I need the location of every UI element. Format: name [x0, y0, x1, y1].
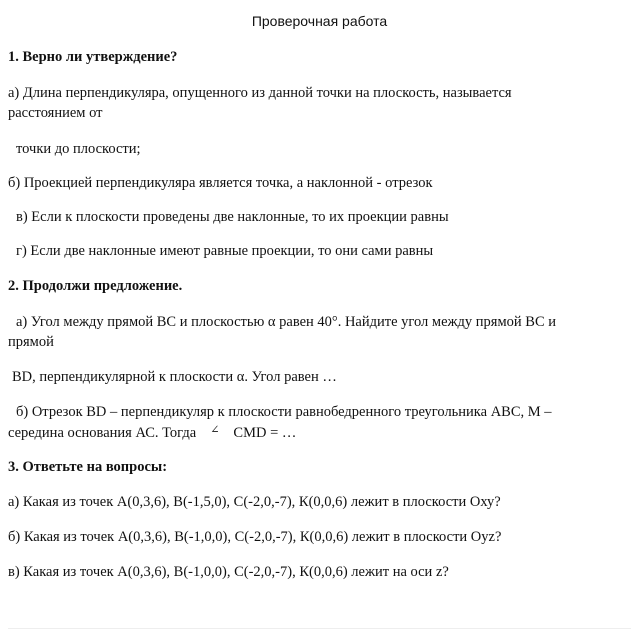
section-1-item-b: б) Проекцией перпендикуляра является точка, а наклонной - отрезок [8, 175, 433, 191]
section-1-item-a-line-2: расстоянием от [8, 105, 103, 121]
section-3-item-a: а) Какая из точек А(0,3,6), В(-1,5,0), С(-2,0,-7), К(0,0,6) лежит в плоскости Оху? [8, 494, 501, 510]
section-2-item-b-text: середина основания АС. Тогда [8, 425, 197, 441]
section-2-item-a-line-3: BD, перпендикулярной к плоскости α. Угол равен … [12, 369, 337, 385]
section-1-item-a-line-3: точки до плоскости; [16, 141, 141, 157]
section-2-item-a-line-2: прямой [8, 334, 54, 350]
page-title: Проверочная работа [251, 13, 388, 29]
section-3-heading: 3. Ответьте на вопросы: [8, 459, 168, 475]
section-1-item-g: г) Если две наклонные имеют равные проекции, то они сами равны [16, 243, 434, 259]
section-3-item-b: б) Какая из точек А(0,3,6), В(-1,0,0), С(-2,0,-7), К(0,0,6) лежит в плоскости Оуz? [8, 529, 502, 545]
section-1-heading: 1. Верно ли утверждение? [8, 49, 178, 65]
bottom-edge-divider [8, 628, 631, 629]
angle-symbol: ∠ [210, 424, 220, 436]
section-2-item-b-angle-expr: CMD = … [233, 425, 297, 441]
section-1-item-v: в) Если к плоскости проведены две наклонные, то их проекции равны [16, 209, 449, 225]
section-2-item-a-line-1: а) Угол между прямой ВС и плоскостью α равен 40°. Найдите угол между прямой ВС и [16, 314, 557, 330]
section-1-item-a-line-1: а) Длина перпендикуляра, опущенного из данной точки на плоскость, называется [8, 85, 512, 101]
section-2-item-b-line-1: б) Отрезок ВD – перпендикуляр к плоскости равнобедренного треугольника АВС, М – [16, 404, 552, 420]
section-2-heading: 2. Продолжи предложение. [8, 278, 183, 294]
section-3-item-v: в) Какая из точек А(0,3,6), В(-1,0,0), С(-2,0,-7), К(0,0,6) лежит на оси z? [8, 564, 449, 580]
section-2-item-b-line-2 [8, 424, 296, 443]
